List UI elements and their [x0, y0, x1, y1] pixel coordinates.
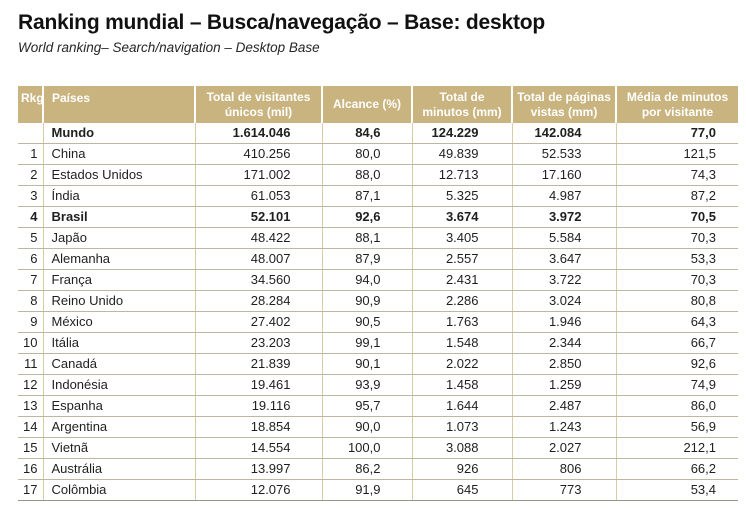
visitors-cell: 48.422 [195, 228, 322, 249]
column-header-minutes: Total de minutos (mm) [412, 86, 512, 123]
country-cell: Brasil [43, 207, 195, 228]
table-row [18, 144, 738, 165]
reach-cell: 94,0 [322, 270, 412, 291]
rank-cell [18, 123, 43, 144]
avg-cell: 70,5 [616, 207, 738, 228]
minutes-cell: 926 [412, 459, 512, 480]
country-cell: Argentina [43, 417, 195, 438]
minutes-cell: 2.022 [412, 354, 512, 375]
pages-cell: 773 [512, 480, 616, 501]
visitors-cell: 19.461 [195, 375, 322, 396]
visitors-cell: 28.284 [195, 291, 322, 312]
pages-cell: 52.533 [512, 144, 616, 165]
page-subtitle: World ranking– Search/navigation – Desktop Base [18, 40, 320, 55]
world-ranking-table [18, 86, 738, 501]
avg-cell: 66,2 [616, 459, 738, 480]
reach-cell: 100,0 [322, 438, 412, 459]
avg-cell: 70,3 [616, 270, 738, 291]
reach-cell: 92,6 [322, 207, 412, 228]
avg-cell: 77,0 [616, 123, 738, 144]
column-header-pages: Total de páginas vistas (mm) [512, 86, 616, 123]
table-row [18, 417, 738, 438]
table-row [18, 123, 738, 144]
pages-cell: 2.027 [512, 438, 616, 459]
table-row [18, 438, 738, 459]
reach-cell: 84,6 [322, 123, 412, 144]
visitors-cell: 48.007 [195, 249, 322, 270]
country-cell: Indonésia [43, 375, 195, 396]
reach-cell: 90,9 [322, 291, 412, 312]
reach-cell: 88,1 [322, 228, 412, 249]
pages-cell: 142.084 [512, 123, 616, 144]
avg-cell: 92,6 [616, 354, 738, 375]
minutes-cell: 5.325 [412, 186, 512, 207]
pages-cell: 3.024 [512, 291, 616, 312]
reach-cell: 80,0 [322, 144, 412, 165]
country-cell: Estados Unidos [43, 165, 195, 186]
table-row [18, 228, 738, 249]
country-cell: Mundo [43, 123, 195, 144]
avg-cell: 212,1 [616, 438, 738, 459]
avg-cell: 53,4 [616, 480, 738, 501]
minutes-cell: 1.763 [412, 312, 512, 333]
minutes-cell: 3.405 [412, 228, 512, 249]
visitors-cell: 27.402 [195, 312, 322, 333]
table-row [18, 270, 738, 291]
minutes-cell: 3.674 [412, 207, 512, 228]
column-header-rank: Rkg [18, 86, 43, 123]
pages-cell: 3.722 [512, 270, 616, 291]
minutes-cell: 1.548 [412, 333, 512, 354]
table-row [18, 249, 738, 270]
visitors-cell: 19.116 [195, 396, 322, 417]
table-row [18, 396, 738, 417]
table-body [18, 123, 738, 501]
reach-cell: 91,9 [322, 480, 412, 501]
visitors-cell: 21.839 [195, 354, 322, 375]
pages-cell: 3.647 [512, 249, 616, 270]
country-cell: Japão [43, 228, 195, 249]
column-header-country: Países [43, 86, 195, 123]
rank-cell: 2 [18, 165, 43, 186]
pages-cell: 806 [512, 459, 616, 480]
column-header-reach: Alcance (%) [322, 86, 412, 123]
visitors-cell: 12.076 [195, 480, 322, 501]
rank-cell: 17 [18, 480, 43, 501]
visitors-cell: 171.002 [195, 165, 322, 186]
pages-cell: 2.344 [512, 333, 616, 354]
pages-cell: 4.987 [512, 186, 616, 207]
minutes-cell: 2.557 [412, 249, 512, 270]
reach-cell: 87,9 [322, 249, 412, 270]
rank-cell: 5 [18, 228, 43, 249]
table-header [18, 86, 738, 123]
minutes-cell: 1.644 [412, 396, 512, 417]
pages-cell: 17.160 [512, 165, 616, 186]
rank-cell: 16 [18, 459, 43, 480]
avg-cell: 53,3 [616, 249, 738, 270]
pages-cell: 5.584 [512, 228, 616, 249]
visitors-cell: 14.554 [195, 438, 322, 459]
reach-cell: 93,9 [322, 375, 412, 396]
visitors-cell: 61.053 [195, 186, 322, 207]
reach-cell: 87,1 [322, 186, 412, 207]
reach-cell: 90,5 [322, 312, 412, 333]
table-row [18, 291, 738, 312]
visitors-cell: 34.560 [195, 270, 322, 291]
header-row [18, 86, 738, 123]
rank-cell: 9 [18, 312, 43, 333]
avg-cell: 74,3 [616, 165, 738, 186]
country-cell: Itália [43, 333, 195, 354]
country-cell: Vietnã [43, 438, 195, 459]
visitors-cell: 13.997 [195, 459, 322, 480]
minutes-cell: 645 [412, 480, 512, 501]
minutes-cell: 3.088 [412, 438, 512, 459]
rank-cell: 14 [18, 417, 43, 438]
rank-cell: 11 [18, 354, 43, 375]
column-header-avg: Média de minutos por visitante [616, 86, 738, 123]
pages-cell: 1.946 [512, 312, 616, 333]
country-cell: México [43, 312, 195, 333]
reach-cell: 86,2 [322, 459, 412, 480]
table-row [18, 459, 738, 480]
rank-cell: 15 [18, 438, 43, 459]
rank-cell: 8 [18, 291, 43, 312]
table-row [18, 186, 738, 207]
country-cell: Canadá [43, 354, 195, 375]
country-cell: Alemanha [43, 249, 195, 270]
avg-cell: 121,5 [616, 144, 738, 165]
pages-cell: 1.259 [512, 375, 616, 396]
rank-cell: 4 [18, 207, 43, 228]
reach-cell: 95,7 [322, 396, 412, 417]
table-row [18, 333, 738, 354]
pages-cell: 3.972 [512, 207, 616, 228]
avg-cell: 70,3 [616, 228, 738, 249]
minutes-cell: 12.713 [412, 165, 512, 186]
column-header-visitors: Total de visitantes únicos (mil) [195, 86, 322, 123]
reach-cell: 90,0 [322, 417, 412, 438]
country-cell: Colômbia [43, 480, 195, 501]
avg-cell: 80,8 [616, 291, 738, 312]
minutes-cell: 2.431 [412, 270, 512, 291]
minutes-cell: 2.286 [412, 291, 512, 312]
visitors-cell: 1.614.046 [195, 123, 322, 144]
country-cell: França [43, 270, 195, 291]
reach-cell: 88,0 [322, 165, 412, 186]
pages-cell: 1.243 [512, 417, 616, 438]
avg-cell: 74,9 [616, 375, 738, 396]
visitors-cell: 18.854 [195, 417, 322, 438]
country-cell: China [43, 144, 195, 165]
country-cell: Reino Unido [43, 291, 195, 312]
country-cell: Espanha [43, 396, 195, 417]
table-row [18, 207, 738, 228]
country-cell: Austrália [43, 459, 195, 480]
table-row [18, 375, 738, 396]
avg-cell: 86,0 [616, 396, 738, 417]
table-row [18, 480, 738, 501]
reach-cell: 99,1 [322, 333, 412, 354]
pages-cell: 2.487 [512, 396, 616, 417]
visitors-cell: 23.203 [195, 333, 322, 354]
rank-cell: 3 [18, 186, 43, 207]
avg-cell: 56,9 [616, 417, 738, 438]
avg-cell: 87,2 [616, 186, 738, 207]
table-row [18, 312, 738, 333]
minutes-cell: 1.073 [412, 417, 512, 438]
table-row [18, 165, 738, 186]
reach-cell: 90,1 [322, 354, 412, 375]
visitors-cell: 52.101 [195, 207, 322, 228]
rank-cell: 13 [18, 396, 43, 417]
country-cell: Índia [43, 186, 195, 207]
rank-cell: 7 [18, 270, 43, 291]
rank-cell: 1 [18, 144, 43, 165]
rank-cell: 10 [18, 333, 43, 354]
table-row [18, 354, 738, 375]
page-title: Ranking mundial – Busca/navegação – Base: desktop [18, 11, 546, 34]
rank-cell: 12 [18, 375, 43, 396]
pages-cell: 2.850 [512, 354, 616, 375]
visitors-cell: 410.256 [195, 144, 322, 165]
avg-cell: 64,3 [616, 312, 738, 333]
minutes-cell: 1.458 [412, 375, 512, 396]
avg-cell: 66,7 [616, 333, 738, 354]
minutes-cell: 49.839 [412, 144, 512, 165]
minutes-cell: 124.229 [412, 123, 512, 144]
rank-cell: 6 [18, 249, 43, 270]
